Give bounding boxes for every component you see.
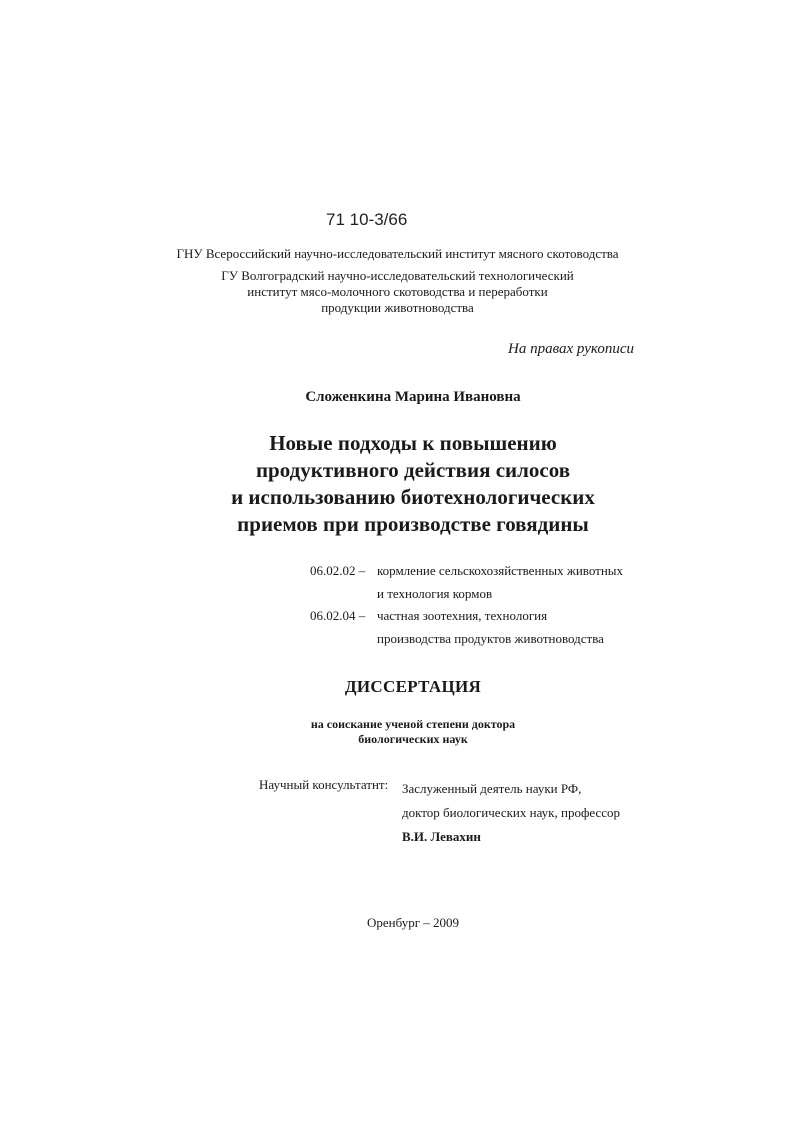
institution-secondary [0,268,795,316]
specialty-code: 06.02.02 – [310,563,366,578]
specialties-list [310,560,623,650]
degree-line: на соискание ученой степени доктора [310,717,516,731]
dissertation-title [0,430,795,538]
specialty-name: частная зоотехния, технология [377,608,548,623]
document-type-heading: ДИССЕРТАЦИЯ [344,677,482,696]
title-line: и использованию биотехнологических [231,485,595,509]
catalog-stamp: 71 10-3/66 [326,210,408,229]
institution-secondary-line: ГУ Волгоградский научно-исследовательский технологический [221,268,574,283]
manuscript-note: На правах рукописи [508,341,634,357]
specialty-row-continued [310,628,623,651]
consultant-name: В.И. Левахин [402,829,481,844]
consultant-details [402,777,620,849]
institution-secondary-line: институт мясо-молочного скотоводства и переработки [247,284,548,299]
specialty-row-continued [310,583,623,606]
consultant-degree: доктор биологических наук, профессор [402,805,621,820]
degree-statement [0,717,795,747]
specialty-row [310,560,623,583]
title-line: Новые подходы к повышению [269,431,557,455]
city-year: Оренбург – 2009 [366,915,460,930]
specialty-row [310,605,623,628]
author-name: Сложенкина Марина Ивановна [305,389,521,405]
consultant-title: Заслуженный деятель науки РФ, [402,781,582,796]
title-line: приемов при производстве говядины [237,512,589,536]
degree-line: биологических наук [358,732,468,746]
specialty-name: и технология кормов [377,585,493,601]
institution-primary: ГНУ Всероссийский научно-исследовательский институт мясного скотоводства [176,246,619,261]
consultant-label: Научный консультатнт: [259,777,389,792]
specialty-name: кормление сельскохозяйственных животных [377,563,624,578]
institution-secondary-line: продукции животноводства [321,300,474,315]
specialty-code: 06.02.04 – [310,608,366,623]
specialty-name: производства продуктов животноводства [377,630,604,646]
title-line: продуктивного действия силосов [255,458,571,482]
